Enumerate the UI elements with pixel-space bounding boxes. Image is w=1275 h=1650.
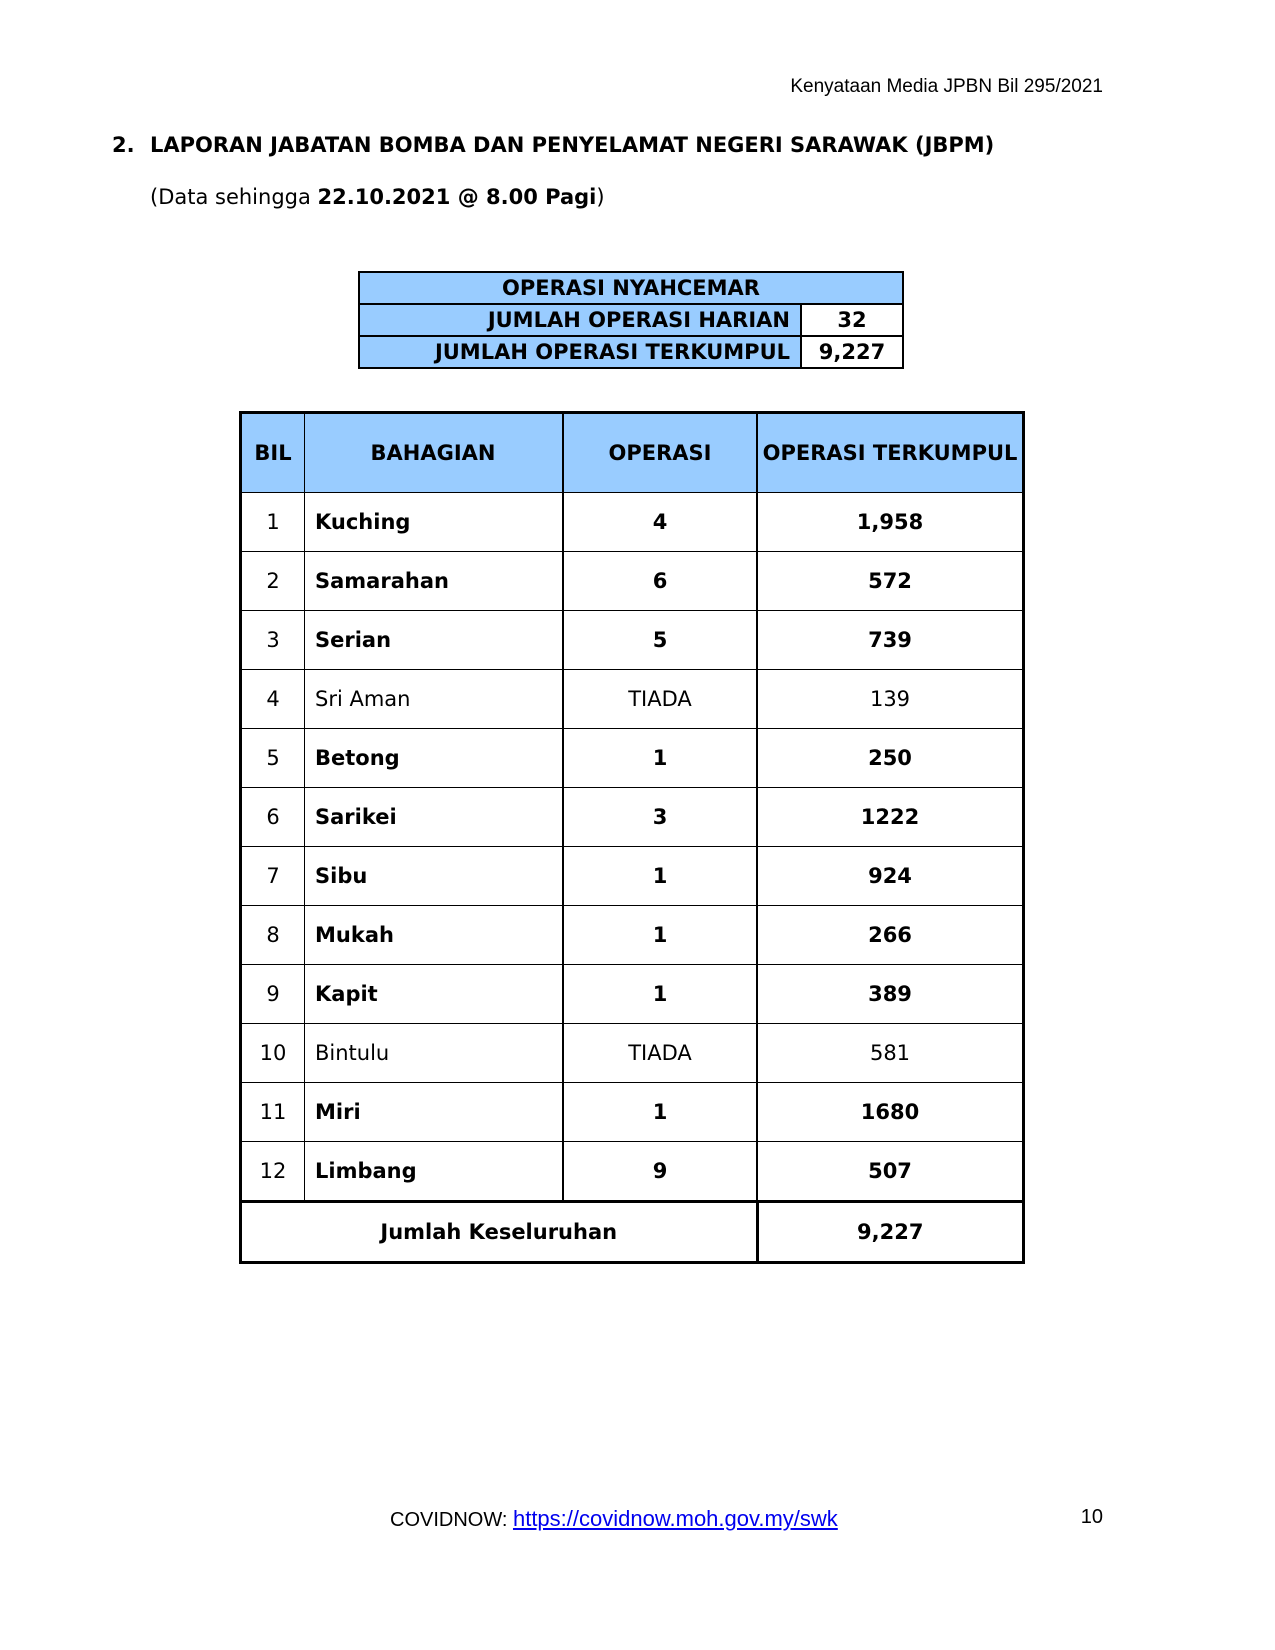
total-value: 9,227 xyxy=(757,1202,1024,1263)
table-row xyxy=(241,1142,1024,1202)
data-date-note xyxy=(150,185,605,209)
row-terkumpul: 739 xyxy=(757,611,1024,670)
section-number: 2. xyxy=(112,133,135,157)
table-row xyxy=(241,1083,1024,1142)
row-operasi: 9 xyxy=(563,1142,757,1202)
daily-operations-value: 32 xyxy=(801,304,903,336)
covidnow-link[interactable]: https://covidnow.moh.gov.my/swk xyxy=(512,1506,838,1531)
row-operasi: TIADA xyxy=(563,670,757,729)
column-header-terkumpul: OPERASI TERKUMPUL xyxy=(757,413,1024,493)
row-bahagian: Limbang xyxy=(305,1142,564,1202)
row-bil: 3 xyxy=(241,611,305,670)
row-terkumpul: 1680 xyxy=(757,1083,1024,1142)
row-operasi: TIADA xyxy=(563,1024,757,1083)
row-bahagian: Sarikei xyxy=(305,788,564,847)
row-terkumpul: 581 xyxy=(757,1024,1024,1083)
row-operasi: 6 xyxy=(563,552,757,611)
summary-table xyxy=(358,271,904,369)
column-header-bil: BIL xyxy=(241,413,305,493)
row-bahagian: Kuching xyxy=(305,493,564,552)
section-title-text: LAPORAN JABATAN BOMBA DAN PENYELAMAT NEGERI SARAWAK (JBPM) xyxy=(150,133,995,157)
table-row xyxy=(241,788,1024,847)
footer-prefix: COVIDNOW: xyxy=(390,1509,513,1531)
page-number: 10 xyxy=(1080,1506,1103,1528)
row-operasi: 4 xyxy=(563,493,757,552)
subtitle-date: 22.10.2021 @ 8.00 Pagi xyxy=(317,185,597,209)
row-bil: 4 xyxy=(241,670,305,729)
row-terkumpul: 924 xyxy=(757,847,1024,906)
row-terkumpul: 139 xyxy=(757,670,1024,729)
table-row xyxy=(241,906,1024,965)
row-bil: 5 xyxy=(241,729,305,788)
daily-operations-label: JUMLAH OPERASI HARIAN xyxy=(359,304,801,336)
row-terkumpul: 1,958 xyxy=(757,493,1024,552)
row-bahagian: Samarahan xyxy=(305,552,564,611)
subtitle-suffix: ) xyxy=(596,185,605,209)
row-operasi: 1 xyxy=(563,847,757,906)
row-bahagian: Serian xyxy=(305,611,564,670)
row-operasi: 1 xyxy=(563,965,757,1024)
column-header-operasi: OPERASI xyxy=(563,413,757,493)
row-bahagian: Kapit xyxy=(305,965,564,1024)
row-terkumpul: 250 xyxy=(757,729,1024,788)
cumulative-operations-label: JUMLAH OPERASI TERKUMPUL xyxy=(359,336,801,368)
row-bahagian: Miri xyxy=(305,1083,564,1142)
row-bil: 11 xyxy=(241,1083,305,1142)
row-bil: 9 xyxy=(241,965,305,1024)
footer xyxy=(390,1506,838,1532)
row-operasi: 3 xyxy=(563,788,757,847)
table-row xyxy=(241,1024,1024,1083)
row-terkumpul: 572 xyxy=(757,552,1024,611)
column-header-bahagian: BAHAGIAN xyxy=(305,413,564,493)
row-bahagian: Bintulu xyxy=(305,1024,564,1083)
table-header-row xyxy=(241,413,1024,493)
row-operasi: 1 xyxy=(563,906,757,965)
table-row xyxy=(241,670,1024,729)
row-bahagian: Mukah xyxy=(305,906,564,965)
table-row xyxy=(241,729,1024,788)
row-bil: 1 xyxy=(241,493,305,552)
row-bahagian: Betong xyxy=(305,729,564,788)
row-bil: 12 xyxy=(241,1142,305,1202)
table-row xyxy=(241,847,1024,906)
division-operations-table xyxy=(239,411,1025,1264)
total-row xyxy=(241,1202,1024,1263)
row-operasi: 1 xyxy=(563,1083,757,1142)
row-bahagian: Sri Aman xyxy=(305,670,564,729)
table-row xyxy=(241,552,1024,611)
summary-heading: OPERASI NYAHCEMAR xyxy=(359,272,903,304)
row-terkumpul: 507 xyxy=(757,1142,1024,1202)
row-bil: 2 xyxy=(241,552,305,611)
row-bil: 10 xyxy=(241,1024,305,1083)
row-operasi: 1 xyxy=(563,729,757,788)
table-row xyxy=(241,493,1024,552)
row-terkumpul: 389 xyxy=(757,965,1024,1024)
total-label: Jumlah Keseluruhan xyxy=(241,1202,758,1263)
table-row xyxy=(241,611,1024,670)
row-bil: 8 xyxy=(241,906,305,965)
table-row xyxy=(241,965,1024,1024)
row-bahagian: Sibu xyxy=(305,847,564,906)
row-operasi: 5 xyxy=(563,611,757,670)
row-terkumpul: 1222 xyxy=(757,788,1024,847)
row-bil: 7 xyxy=(241,847,305,906)
subtitle-prefix: (Data sehingga xyxy=(150,185,318,209)
section-title xyxy=(112,133,994,157)
row-bil: 6 xyxy=(241,788,305,847)
cumulative-operations-value: 9,227 xyxy=(801,336,903,368)
row-terkumpul: 266 xyxy=(757,906,1024,965)
document-reference: Kenyataan Media JPBN Bil 295/2021 xyxy=(790,76,1103,97)
